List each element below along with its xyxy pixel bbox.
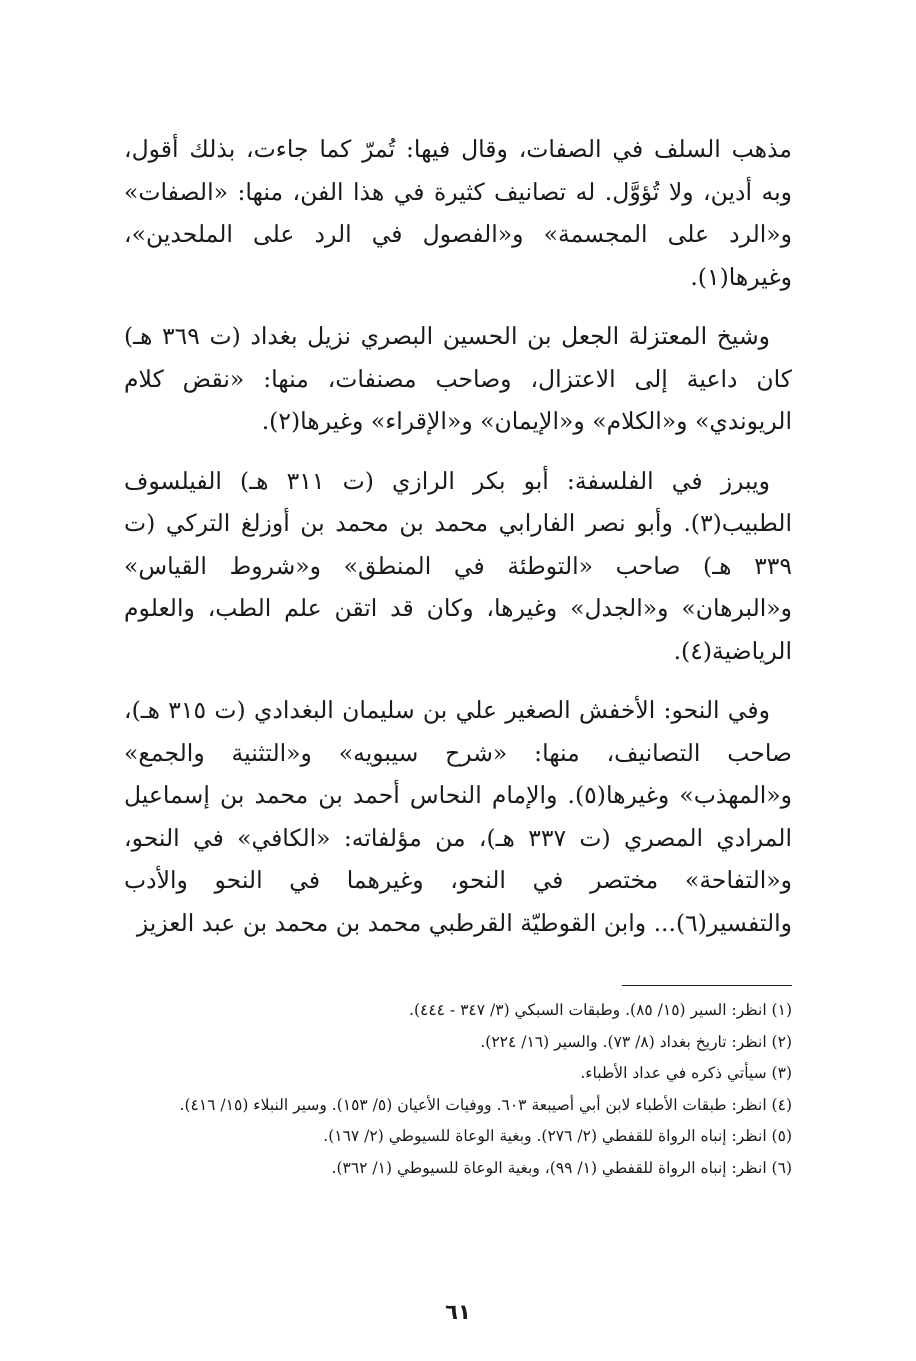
paragraph-philosophy: ويبرز في الفلسفة: أبو بكر الرازي (ت ٣١١ هـ) الفيلسوف الطبيب(٣). وأبو نصر الفارابي محمد بن محمد بن أوزلغ التركي (ت ٣٣٩ هـ) صاحب «التوطئة في المنطق» و«شروط القياس» و«البرهان» و«الجدل» وغيرها، وكان قد اتقن علم الطب، والعلوم الرياضية(٤). — [124, 466, 792, 665]
footnote-1: (١) انظر: السير (١٥/ ٨٥). وطبقات السبكي (٣/ ٣٤٧ - ٤٤٤). — [409, 1001, 792, 1019]
paragraph-salaf: مذهب السلف في الصفات، وقال فيها: تُمرّ كما جاءت، بذلك أقول، وبه أدين، ولا تُؤوَّل. له تصانيف كثيرة في هذا الفن، منها: «الصفات» و«الرد على المجسمة» و«الفصول في الرد على الملحدين»، وغيرها(١). — [124, 135, 792, 291]
paragraph-mutazila: وشيخ المعتزلة الجعل بن الحسين البصري نزيل بغداد (ت ٣٦٩ هـ) كان داعية إلى الاعتزال، وصاحب مصنفات، منها: «نقض كلام الريوندي» و«الكلام» و«الإيمان» و«الإقراء» وغيرها(٢). — [124, 322, 792, 435]
footnote-4: (٤) انظر: طبقات الأطباء لابن أبي أصيبعة ٦٠٣. ووفيات الأعيان (٥/ ١٥٣). وسير النبلاء (١٥/ ٤١٦). — [179, 1095, 792, 1114]
footnote-5: (٥) انظر: إنباه الرواة للقفطي (٢/ ٢٧٦). وبغية الوعاة للسيوطي (٢/ ١٦٧). — [323, 1127, 792, 1145]
footnote-3: (٣) سيأتي ذكره في عداد الأطباء. — [580, 1064, 792, 1082]
main-text — [124, 128, 792, 961]
footnote-2: (٢) انظر: تاريخ بغداد (٨/ ٧٣). والسير (١٦/ ٢٢٤). — [480, 1032, 792, 1051]
page-number: ٦١ — [445, 1300, 471, 1324]
footnote-divider — [622, 985, 792, 986]
footnotes — [92, 995, 792, 1184]
footnote-6: (٦) انظر: إنباه الرواة للقفطي (١/ ٩٩)، وبغية الوعاة للسيوطي (١/ ٣٦٢). — [331, 1158, 792, 1177]
paragraph-grammar: وفي النحو: الأخفش الصغير علي بن سليمان البغدادي (ت ٣١٥ هـ)، صاحب التصانيف، منها: «شرح سيبويه» و«التثنية والجمع» و«المهذب» وغيرها(٥). والإمام النحاس أحمد بن محمد بن إسماعيل المرادي المصري (ت ٣٣٧ هـ)، من مؤلفاته: «الكافي» في النحو، و«التفاحة» مختصر في النحو، وغيرهما في النحو والأدب والتفسير(٦)... وابن القوطيّة القرطبي محمد بن محمد بن عبد العزيز — [124, 696, 792, 937]
